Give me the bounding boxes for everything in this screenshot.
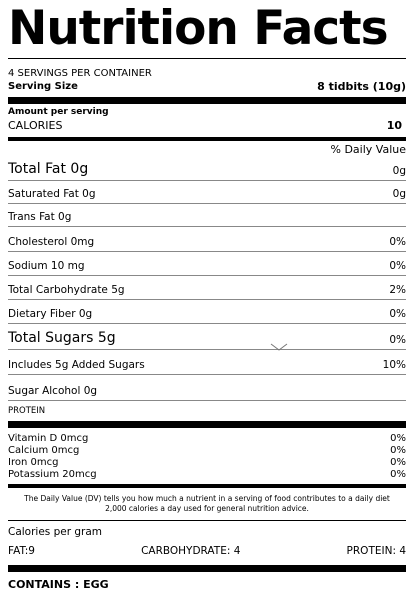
daily-value-footnote: The Daily Value (DV) tells you how much a nutrient in a serving of food contributes to a daily diet 2,000 calories a day used for general nutrition advice.: [24, 494, 390, 513]
vitamin-dv: 0%: [390, 445, 406, 456]
vitamin-dv: 0%: [390, 433, 406, 444]
nutrient-dv: 0g: [392, 165, 406, 177]
vitamin-label: Potassium 20mcg: [8, 469, 97, 480]
nutrition-label: [8, 0, 406, 591]
protein-per-gram: PROTEIN: 4: [346, 545, 406, 557]
nutrient-row: [8, 375, 406, 401]
nutrient-row: [8, 227, 406, 252]
vitamin-label: Calcium 0mcg: [8, 445, 80, 456]
nutrient-dv: 0%: [389, 236, 406, 248]
carb-per-gram: CARBOHYDRATE: 4: [141, 545, 241, 557]
daily-value-header: % Daily Value: [330, 143, 406, 156]
protein-label: PROTEIN: [8, 406, 46, 416]
nutrient-label: Sugar Alcohol 0g: [8, 385, 98, 397]
divider-heavy: [8, 421, 406, 428]
divider: [8, 58, 406, 59]
allergen-contains: CONTAINS : EGG: [8, 578, 109, 591]
nutrient-row: [8, 204, 406, 227]
nutrient-row: [8, 350, 406, 375]
nutrient-row: [8, 300, 406, 324]
chevron-down-icon: [270, 343, 288, 351]
nutrient-dv: 2%: [389, 284, 406, 296]
nutrient-label: Dietary Fiber 0g: [8, 308, 93, 320]
nutrient-label: Total Fat 0g: [8, 161, 89, 177]
nutrient-row: [8, 157, 406, 181]
nutrient-label: Includes 5g Added Sugars: [8, 359, 145, 371]
serving-size-value: 8 tidbits (10g): [317, 80, 406, 93]
nutrient-label: Saturated Fat 0g: [8, 188, 96, 200]
nutrient-label: Trans Fat 0g: [8, 211, 72, 223]
vitamin-dv: 0%: [390, 457, 406, 468]
label-title: Nutrition Facts: [8, 1, 388, 56]
nutrient-row: [8, 181, 406, 204]
nutrient-dv: 0g: [392, 188, 406, 200]
servings-per-container: 4 SERVINGS PER CONTAINER: [8, 68, 152, 79]
serving-size-label: Serving Size: [8, 81, 78, 92]
nutrient-label: Sodium 10 mg: [8, 260, 85, 272]
nutrient-label: Total Sugars 5g: [8, 330, 116, 346]
nutrient-dv: 10%: [382, 359, 406, 371]
nutrient-dv: 0%: [389, 308, 406, 320]
nutrient-row: [8, 252, 406, 276]
fat-per-gram: FAT:9: [8, 545, 35, 557]
vitamin-label: Iron 0mcg: [8, 457, 59, 468]
vitamin-row: [8, 445, 406, 457]
nutrient-dv: 0%: [389, 334, 406, 346]
nutrient-label: Cholesterol 0mg: [8, 236, 95, 248]
nutrient-row: [8, 324, 406, 350]
nutrient-row: [8, 276, 406, 300]
calories-value: 10: [386, 119, 402, 132]
vitamin-row: [8, 469, 406, 484]
vitamin-row: [8, 457, 406, 469]
calories-label: CALORIES: [8, 119, 63, 132]
nutrient-label: Total Carbohydrate 5g: [8, 284, 125, 296]
nutrient-dv: 0%: [389, 260, 406, 272]
calories-per-gram-label: Calories per gram: [8, 526, 103, 538]
vitamin-row: [8, 433, 406, 445]
vitamin-label: Vitamin D 0mcg: [8, 433, 89, 444]
amount-per-serving: Amount per serving: [8, 107, 109, 117]
divider-heavy: [8, 565, 406, 572]
vitamin-dv: 0%: [390, 469, 406, 480]
divider-heavy: [8, 97, 406, 104]
calories-per-gram-row: [8, 539, 406, 565]
